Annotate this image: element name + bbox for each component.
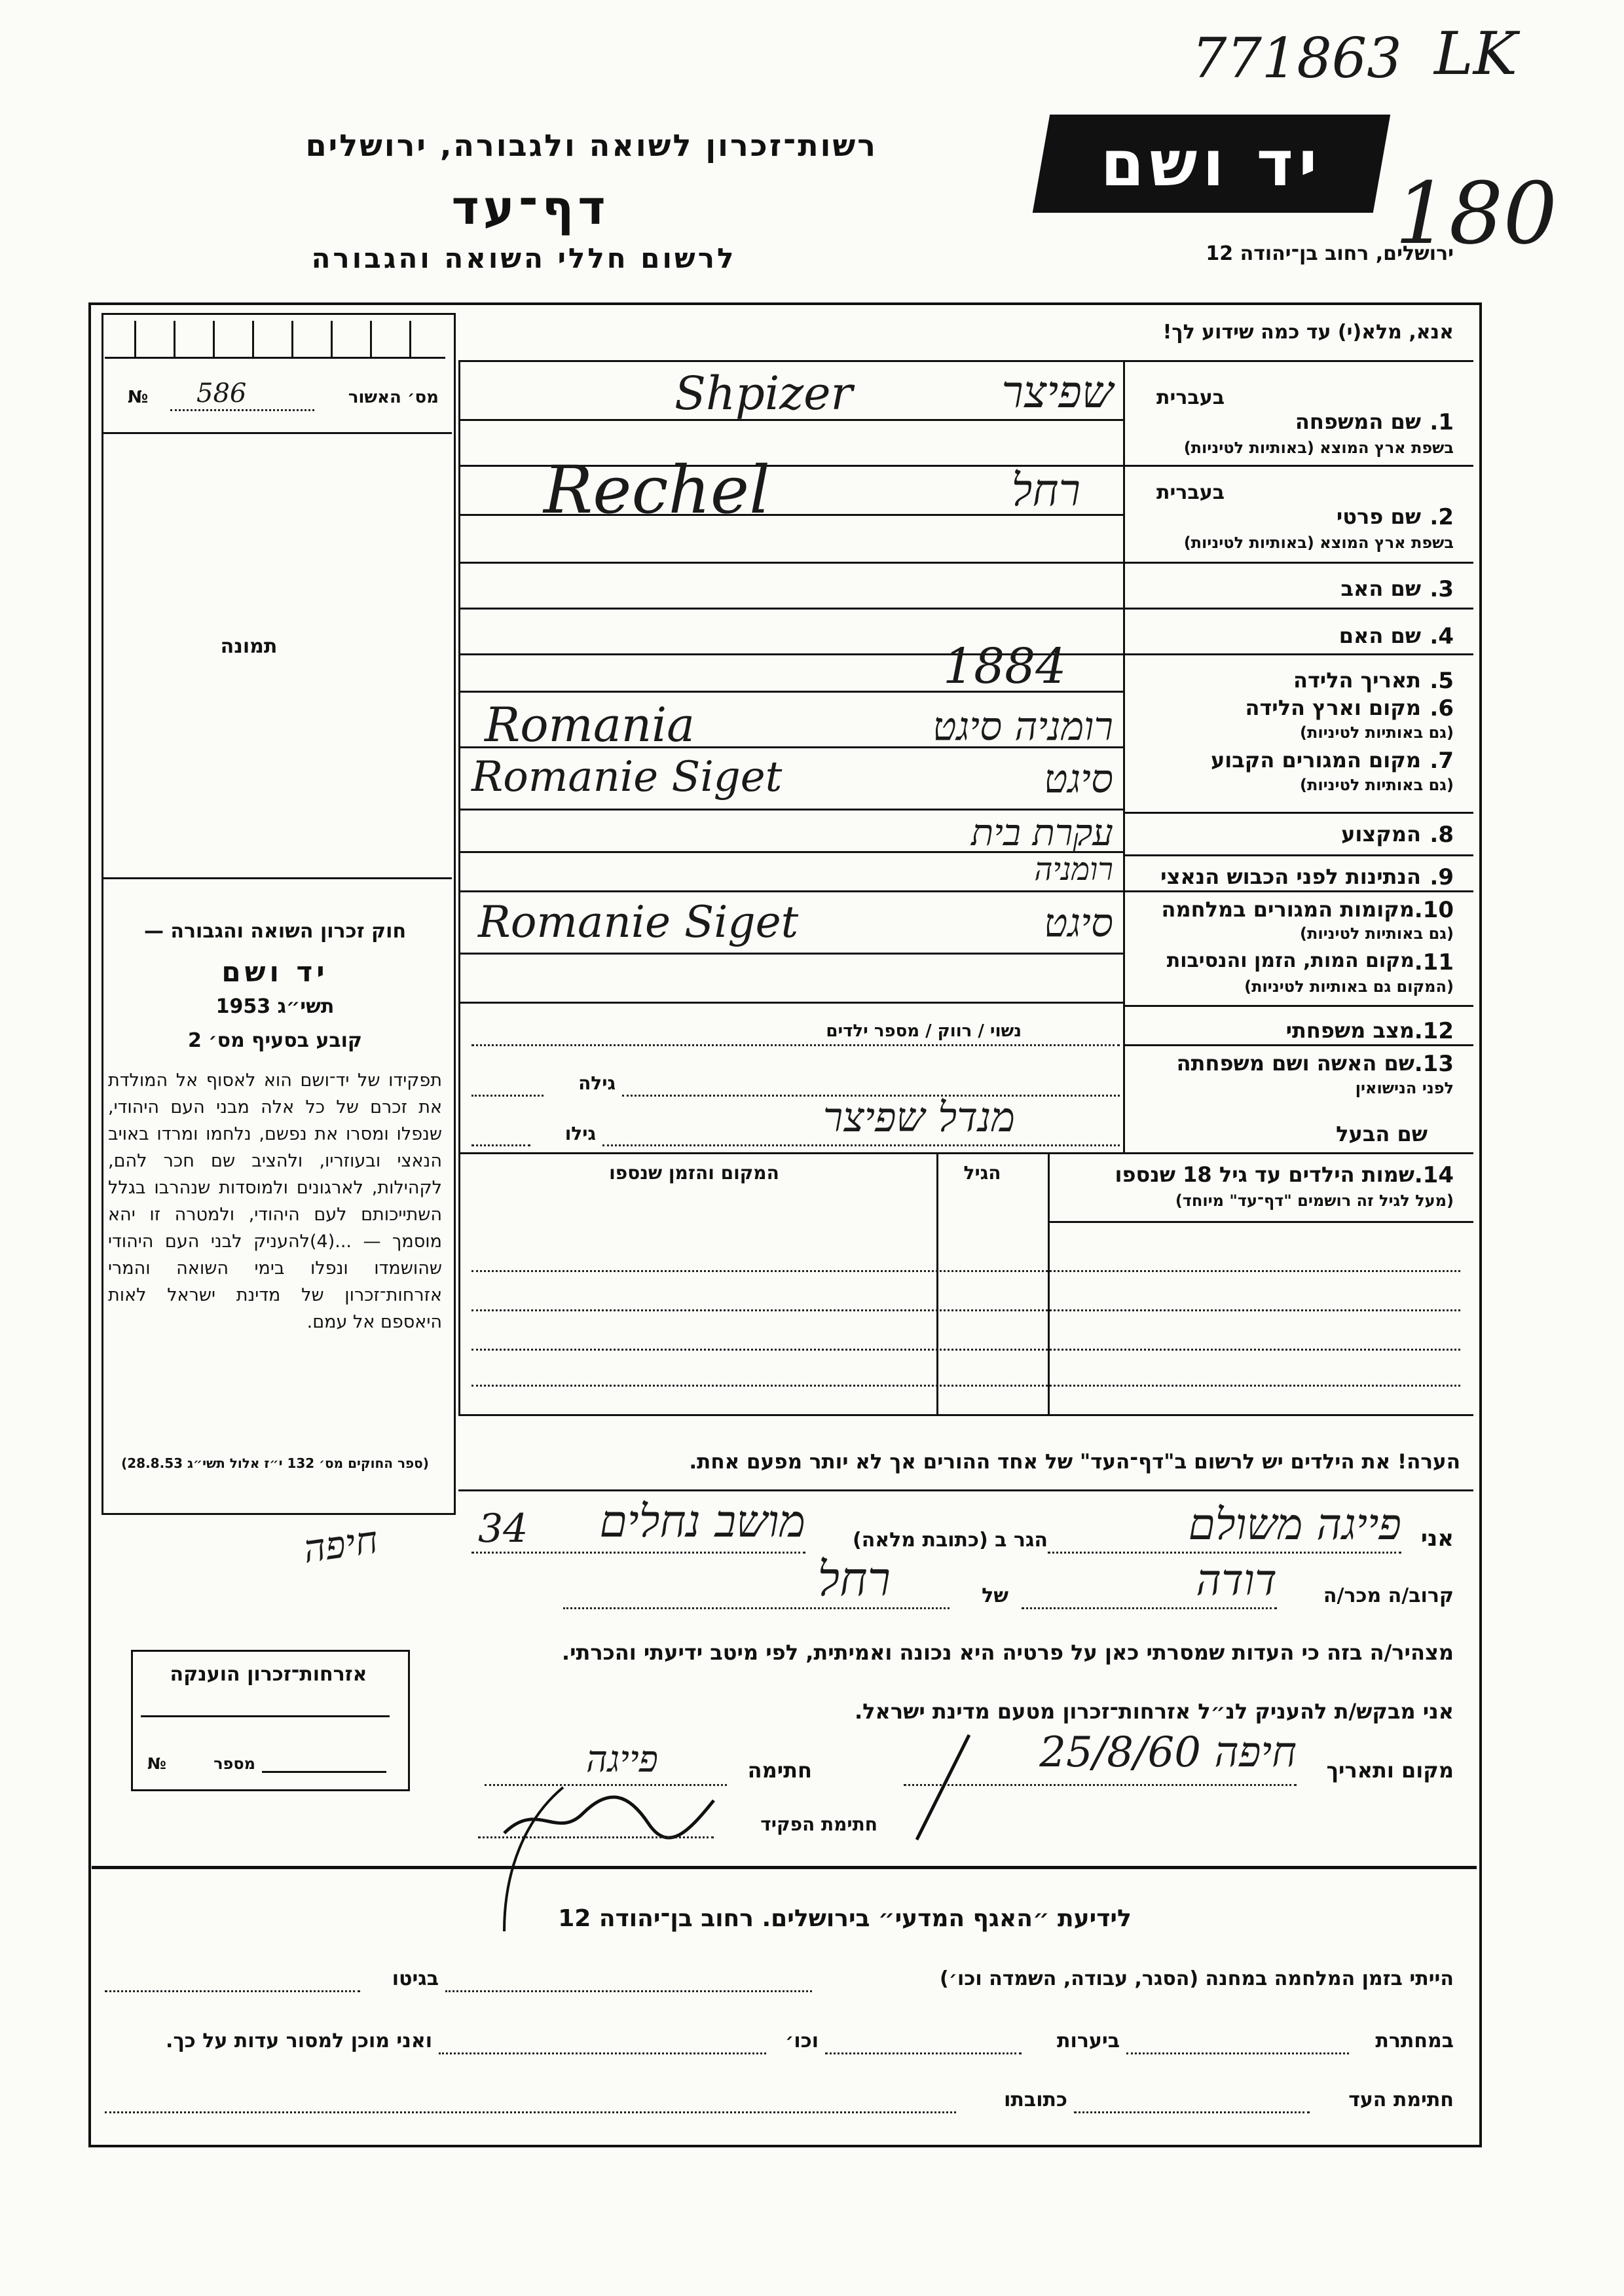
field-12-label: מצב משפחתי (1285, 1018, 1414, 1043)
citizenship-line (141, 1715, 390, 1717)
field-11-sub: (המקום גם באותיות לטיניות) (1244, 977, 1454, 996)
label-rule-2 (1123, 562, 1473, 564)
approval-ticks (105, 321, 445, 359)
archive-number: 771863 (1192, 26, 1402, 90)
notice-rule (92, 1866, 1477, 1869)
field-5-label: תאריך הלידה (1293, 668, 1421, 693)
yad-vashem-logo: יד ושם (1033, 115, 1390, 213)
field-10-sub: (גם באותיות לטיניות) (1300, 924, 1454, 943)
shel-line (563, 1607, 950, 1609)
field-2-label: שם פרטי (1336, 504, 1421, 529)
value-rule-d (458, 562, 1123, 564)
declaration-text: מצהיר/ה בזה כי העדות שמסרתי כאן על פרטיה היא נכונה ואמיתית, לפי מיטב ידיעתי והכרתי. (561, 1640, 1454, 1665)
notice-line1-dot-a (445, 1990, 812, 1992)
field-10-label: מקומות המגורים במלחמה (1161, 897, 1414, 922)
left-panel-mid-divider (101, 877, 452, 879)
field-1-sub: בשפת ארץ המוצא (באותיות לטיניות) (1183, 439, 1454, 457)
birth-date-value: 1884 (943, 638, 1067, 695)
notice-line3-dot-a (1074, 2111, 1310, 2113)
signature-value: פייגה (585, 1738, 658, 1781)
residence-latin: Romanie Siget (471, 753, 783, 801)
approval-suffix: № (128, 388, 149, 407)
notice-line2-dot-a (1126, 2052, 1349, 2054)
children-top-rule (458, 1152, 1473, 1154)
declarant-address: מושב נחלים (599, 1496, 805, 1548)
field-8-number: 8. (1430, 822, 1454, 848)
label-rule-3 (1123, 608, 1473, 610)
shel-label: של (982, 1584, 1008, 1607)
notice-line3-a: חתימת העד (1348, 2088, 1454, 2111)
declarant-name-line (1048, 1552, 1401, 1554)
notice-line2-c: וכו׳ (785, 2030, 819, 2052)
first-name-hebrew: רחל (1011, 465, 1080, 517)
field-12-options: נשוי / רווק / מספר ילדים (826, 1021, 1022, 1041)
notice-line1-a: הייתי בזמן המלחמה במחנה (הסגר, עבודה, השמדה וכו׳) (940, 1967, 1454, 1990)
field-13-age-line (471, 1095, 544, 1097)
notice-line3-dot-b (105, 2111, 956, 2113)
label-column-divider (1123, 360, 1125, 1152)
field-3-label: שם האב (1340, 576, 1421, 601)
field-3-number: 3. (1430, 576, 1454, 602)
children-col-3 (458, 1152, 460, 1414)
notice-line2-d: ואני מוכן למסור עדות על כך. (166, 2030, 432, 2052)
children-age-header: הגיל (963, 1162, 1001, 1184)
children-sub: (מעל לגיל זה רושמים "דף־עד" מיוחד) (1175, 1192, 1454, 1210)
label-rule-4 (1123, 653, 1473, 655)
field-12-number: 12. (1414, 1018, 1454, 1044)
field-1-number: 1. (1430, 409, 1454, 435)
top-instruction-rule (458, 360, 1473, 362)
husband-label: שם הבעל (1336, 1121, 1428, 1146)
children-place-header: המקום והזמן שנספו (609, 1162, 779, 1184)
law-title: חוק זכרון השואה והגבורה — (143, 920, 407, 943)
children-number: 14. (1414, 1162, 1454, 1188)
field-4-number: 4. (1430, 623, 1454, 649)
law-reference: (ספר החוקים מס׳ 132 י״ז אלול תשי״ג 28.8.53) (121, 1455, 429, 1471)
field-9-number: 9. (1430, 864, 1454, 890)
law-section: קובע בסעיף מס׳ 2 (187, 1029, 363, 1052)
field-1-label: שם המשפחה (1295, 409, 1421, 434)
husband-name-line (602, 1144, 1120, 1146)
children-row-1 (471, 1270, 1460, 1272)
hebrew-column-2: בעברית (1156, 481, 1225, 504)
label-rule-6 (1123, 854, 1473, 856)
left-panel-top-divider (101, 432, 452, 434)
photo-label: תמונה (220, 635, 278, 658)
signature-label: חתימה (747, 1758, 812, 1783)
declarant-resides-label: הגר ב (כתובת מלאה) (852, 1529, 1048, 1552)
clerk-signature-label: חתימת הפקיד (760, 1813, 877, 1835)
field-7-label: מקום המגורים הקבוע (1210, 748, 1421, 773)
field-7-sub: (גם באותיות לטיניות) (1300, 776, 1454, 794)
form-subtitle: לרשום חללי השואה והגבורה (311, 242, 737, 274)
birthplace-latin: Romania (485, 697, 695, 752)
value-rule-l (458, 953, 1123, 955)
sheet-number: 180 (1395, 164, 1558, 263)
declarant-name: פייגה משולם (1188, 1499, 1401, 1550)
notice-line3-b: כתובתו (1004, 2088, 1067, 2111)
margin-note: חיפה (300, 1517, 381, 1572)
label-rule-7 (1123, 890, 1473, 892)
relation-label: קרוב/ה מכר/ה (1323, 1584, 1454, 1607)
children-header-rule (1048, 1221, 1473, 1223)
field-9-label: הנתינות לפני הכבוש הנאצי (1160, 864, 1421, 889)
children-col-2 (936, 1152, 938, 1414)
label-rule-5 (1123, 812, 1473, 814)
field-11-number: 11. (1414, 949, 1454, 975)
form-title: דף־עד (451, 180, 610, 235)
children-row-4 (471, 1385, 1460, 1387)
citizenship-title: אזרחות־זכרון הוענקה (170, 1663, 367, 1686)
field-5-number: 5. (1430, 668, 1454, 694)
birthplace-hebrew: רומניה סיגט (932, 704, 1113, 750)
citizenship-number-line (262, 1771, 386, 1773)
wartime-residence-hebrew: סיגט (1044, 900, 1113, 946)
relation-value: דודה (1196, 1555, 1277, 1605)
hebrew-column-1: בעברית (1156, 386, 1225, 409)
children-bottom-rule (458, 1414, 1473, 1416)
value-rule-k (458, 890, 1123, 892)
note-rule (458, 1489, 1473, 1491)
corner-mark: LK (1434, 20, 1518, 88)
signature-stroke (904, 1728, 982, 1846)
profession-value: עקרת בית (971, 812, 1113, 854)
relation-line (1022, 1607, 1277, 1609)
children-note: הערה! את הילדים יש לרשום ב"דף־העד" של אחד ההורים אך לא יותר מפעם אחת. (689, 1450, 1460, 1474)
field-8-label: המקצוע (1341, 822, 1421, 847)
label-rule-8 (1123, 1005, 1473, 1007)
law-year: תשי״ג 1953 (215, 995, 335, 1018)
nationality-value: רומניה (1034, 851, 1113, 888)
children-col-1 (1048, 1152, 1050, 1414)
notice-line1-dot-b (105, 1990, 360, 1992)
husband-age-label: גילו (564, 1123, 596, 1144)
field-10-number: 10. (1414, 897, 1454, 923)
family-name-latin: Shpizer (674, 367, 853, 420)
value-rule-m (458, 1002, 1123, 1004)
field-12-dotline (471, 1044, 1120, 1046)
field-13-label: שם האשה ושם משפחתה (1176, 1051, 1414, 1076)
field-2-sub: בשפת ארץ המוצא (באותיות לטיניות) (1183, 534, 1454, 552)
field-11-label: מקום המות, הזמן והנסיבות (1166, 949, 1414, 972)
citizenship-number-label: מספר (213, 1755, 255, 1773)
label-rule-9 (1123, 1044, 1473, 1046)
field-6-sub: (גם באותיות לטיניות) (1300, 723, 1454, 742)
approval-underline (170, 409, 314, 411)
field-13-age-label: גילה (578, 1072, 616, 1094)
header-address: ירושלים, רחוב בן־יהודה 12 (1206, 242, 1454, 265)
children-row-3 (471, 1349, 1460, 1351)
declarant-age: 34 (478, 1506, 528, 1552)
values-column-left (458, 360, 460, 1152)
value-rule-e (458, 608, 1123, 610)
place-date-label: מקום ותאריך (1326, 1758, 1454, 1783)
husband-age-line (471, 1144, 530, 1146)
top-instruction: אנא, מלא(י) עד כמה שידוע לך! (1162, 321, 1454, 344)
field-6-label: מקום וארץ הלידה (1245, 695, 1421, 720)
place-date-value: חיפה 25/8/60 (1039, 1728, 1297, 1777)
notice-title: לידיעת ״האגף המדעי״ בירושלים. רחוב בן־יהודה 12 (558, 1905, 1132, 1932)
wartime-residence-latin: Romanie Siget (478, 897, 799, 947)
authority-name: רשות־זכרון לשואה ולגבורה, ירושלים (305, 128, 877, 163)
field-6-number: 6. (1430, 695, 1454, 721)
request-text: אני מבקש/ת להעניק לנ״ל אזרחות־זכרון מטעם מדינת ישראל. (855, 1699, 1454, 1724)
notice-line2-dot-b (825, 2052, 1022, 2054)
approval-value: 586 (196, 378, 247, 409)
law-text: תפקידו של יד־ושם הוא לאסוף אל המולדת את זכרם של כל אלה מבני העם היהודי, שנפלו ומסרו את נפשם, נלחמו ומרדו באויב הנאצי ובעוזריו, ולהציב שם חכר להם, לקהילות, לארגונים ולמוסדות שנהרבו בגלל השתייכותם לעם היהודי, ולמטרה זו יהא מוסמך — ...(4)להעניק לבני העם היהודי שהושמדו ונפלו בימי השואה והמרי אזרחות־זכרון של מדינת ישראל לאות היאספם אל עמם. (108, 1070, 442, 1332)
approval-label: מס׳ האשור (348, 388, 439, 407)
shel-value: רחל (817, 1552, 891, 1607)
field-13-sub: לפני הנישואין (1355, 1079, 1454, 1097)
residence-hebrew: סיגט (1044, 756, 1113, 802)
citizenship-number-suffix: № (147, 1755, 166, 1773)
notice-line2-dot-c (439, 2052, 766, 2054)
declarant-ani: אני (1420, 1525, 1454, 1552)
notice-line2-b: ביערות (1057, 2030, 1120, 2052)
field-4-label: שם האם (1338, 623, 1421, 648)
field-13-number: 13. (1414, 1051, 1454, 1077)
notice-line2-a: במחתרת (1375, 2030, 1454, 2052)
law-name: יד ושם (221, 956, 329, 988)
value-rule-i (458, 809, 1123, 811)
field-2-number: 2. (1430, 504, 1454, 530)
label-rule-1 (1123, 465, 1473, 467)
field-7-number: 7. (1430, 748, 1454, 774)
children-row-2 (471, 1309, 1460, 1311)
husband-value: מנדל שפיצר (822, 1093, 1015, 1141)
children-label: שמות הילדים עד גיל 18 שנספו (1115, 1162, 1414, 1187)
notice-line1-b: בגיטו (392, 1967, 439, 1990)
family-name-hebrew: שפיצר (1001, 367, 1113, 418)
first-name-latin: Rechel (544, 452, 771, 528)
